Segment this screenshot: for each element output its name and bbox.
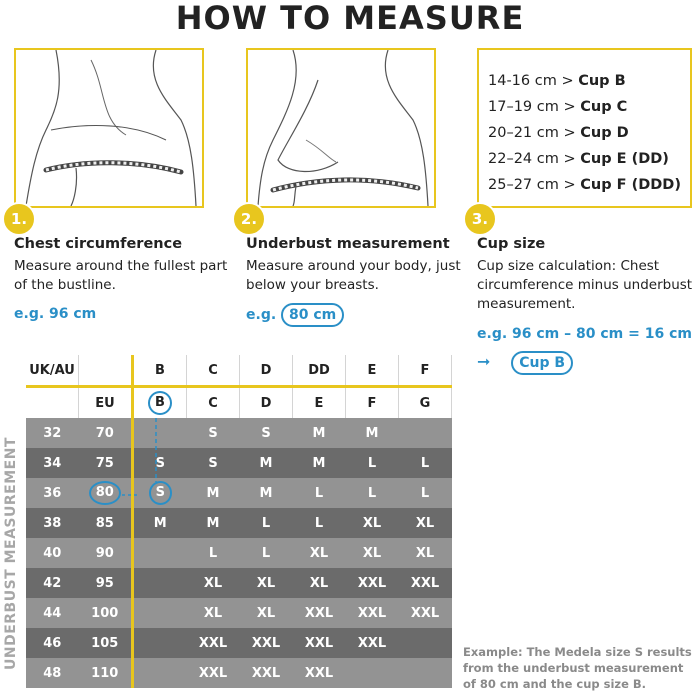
- table-cell: L: [187, 538, 240, 568]
- header-cell: E: [346, 355, 399, 387]
- table-cell: L: [346, 478, 399, 508]
- table-cell: 90: [79, 538, 133, 568]
- step-1-title: Chest circumference: [14, 236, 183, 252]
- table-cell: XXL: [187, 658, 240, 688]
- table-cell: XXL: [399, 598, 452, 628]
- table-cell: S: [187, 448, 240, 478]
- table-cell: 85: [79, 508, 133, 538]
- header-cell: D: [240, 387, 293, 419]
- table-cell: XXL: [240, 628, 293, 658]
- table-cell: 95: [79, 568, 133, 598]
- step-2-example-value: 80 cm: [281, 303, 344, 327]
- table-cell: M: [187, 478, 240, 508]
- table-cell: M: [240, 478, 293, 508]
- table-cell: XXL: [346, 628, 399, 658]
- table-cell: S: [133, 478, 187, 508]
- cup-line: 20–21 cm > Cup D: [488, 125, 629, 141]
- header-cell: F: [399, 355, 452, 387]
- table-cell: 46: [26, 628, 79, 658]
- table-cell: 34: [26, 448, 79, 478]
- table-cell: XXL: [293, 598, 346, 628]
- step-1-description: Measure around the fullest part of the bustline.: [14, 258, 228, 293]
- underbust-axis-label: UNDERBUST MEASUREMENT: [3, 437, 19, 670]
- header-cell: G: [399, 387, 452, 419]
- table-cell: S: [187, 418, 240, 448]
- header-cell: E: [293, 387, 346, 419]
- header-cell: DD: [293, 355, 346, 387]
- header-cell: B: [133, 355, 187, 387]
- header-cell: EU: [79, 387, 133, 419]
- table-cell: XXL: [240, 658, 293, 688]
- table-cell: M: [293, 418, 346, 448]
- table-cell: 42: [26, 568, 79, 598]
- table-cell: XXL: [293, 628, 346, 658]
- table-cell: XL: [240, 598, 293, 628]
- header-cell: C: [187, 355, 240, 387]
- header-cell: B: [133, 387, 187, 419]
- table-cell: XL: [346, 538, 399, 568]
- table-cell: 80: [79, 478, 133, 508]
- table-cell: XL: [240, 568, 293, 598]
- step-2-badge: 2.: [232, 202, 266, 236]
- step-1-example: e.g. 96 cm: [14, 306, 97, 322]
- example-note: Example: The Medela size S results from the underbust measurement of 80 cm and the cup size B.: [463, 645, 692, 691]
- table-cell: 75: [79, 448, 133, 478]
- table-cell: XL: [399, 538, 452, 568]
- table-cell: XL: [293, 568, 346, 598]
- cup-line: 14-16 cm > Cup B: [488, 73, 626, 89]
- table-cell: XXL: [293, 658, 346, 688]
- table-cell: L: [293, 508, 346, 538]
- table-cell: 100: [79, 598, 133, 628]
- table-cell: S: [133, 448, 187, 478]
- table-cell: 48: [26, 658, 79, 688]
- cup-line: 17–19 cm > Cup C: [488, 99, 628, 115]
- cup-line: 25–27 cm > Cup F (DDD): [488, 177, 681, 193]
- table-cell: 70: [79, 418, 133, 448]
- table-cell: L: [293, 478, 346, 508]
- step-3-title: Cup size: [477, 236, 546, 252]
- table-cell: M: [293, 448, 346, 478]
- table-cell: L: [240, 508, 293, 538]
- table-cell: L: [399, 448, 452, 478]
- step-2-example-prefix: e.g.: [246, 307, 277, 323]
- table-cell: XL: [399, 508, 452, 538]
- table-cell: M: [346, 418, 399, 448]
- header-cell: F: [346, 387, 399, 419]
- table-cell: XXL: [187, 628, 240, 658]
- step-1-badge: 1.: [2, 202, 36, 236]
- header-cell: C: [187, 387, 240, 419]
- header-cell: D: [240, 355, 293, 387]
- cup-line: 22–24 cm > Cup E (DD): [488, 151, 669, 167]
- table-cell: 32: [26, 418, 79, 448]
- table-cell: XXL: [399, 568, 452, 598]
- table-cell: 40: [26, 538, 79, 568]
- table-cell: L: [399, 478, 452, 508]
- table-cell: M: [187, 508, 240, 538]
- page-title: HOW TO MEASURE: [175, 0, 525, 37]
- table-cell: XL: [187, 598, 240, 628]
- table-cell: M: [240, 448, 293, 478]
- table-cell: 44: [26, 598, 79, 628]
- table-cell: XXL: [346, 568, 399, 598]
- table-cell: XXL: [346, 598, 399, 628]
- header-cell: UK/AU: [26, 355, 79, 387]
- step-3-badge: 3.: [463, 202, 497, 236]
- table-cell: XL: [346, 508, 399, 538]
- table-cell: 36: [26, 478, 79, 508]
- table-cell: M: [133, 508, 187, 538]
- arrow-right-icon: ➞: [477, 352, 491, 371]
- table-cell: 105: [79, 628, 133, 658]
- step-3-description: Cup size calculation: Chest circumference minus underbust measurement.: [477, 258, 693, 312]
- table-cell: L: [240, 538, 293, 568]
- step-3-example: e.g. 96 cm – 80 cm = 16 cm: [477, 326, 692, 342]
- table-cell: XL: [293, 538, 346, 568]
- table-cell: S: [240, 418, 293, 448]
- step-2-title: Underbust measurement: [246, 236, 450, 252]
- table-cell: L: [346, 448, 399, 478]
- table-cell: 110: [79, 658, 133, 688]
- result-cup-pill: Cup B: [511, 351, 573, 375]
- table-cell: 38: [26, 508, 79, 538]
- step-2-description: Measure around your body, just below your breasts.: [246, 258, 461, 293]
- table-cell: XL: [187, 568, 240, 598]
